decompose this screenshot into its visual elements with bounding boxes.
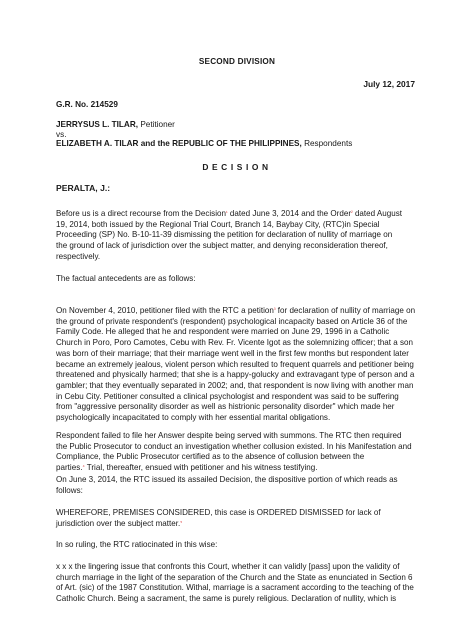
paragraph-dispositive [56,508,431,529]
paragraph-june-decision [56,475,431,496]
paragraph-facts [56,306,431,424]
paragraph-line: 19, 2014, both issued by the Regional Trial Court, Branch 14, Baybay City, (RTC)in Special [56,219,380,229]
footnote-marker[interactable]: ⁴ [82,464,85,471]
paragraph-line: of Art. (sic) of the 1987 Constitution. Withal, marriage is a sacrament according to the teaching of the [56,583,414,593]
decision-heading: DECISION [202,162,272,172]
case-number: G.R. No. 214529 [56,100,118,109]
respondents-name: ELIZABETH A. TILAR and the REPUBLIC OF THE PHILIPPINES, [56,139,302,148]
paragraph-line: follows: [56,485,83,495]
paragraph-line: x x x the lingering issue that confronts this Court, whether it can validly [pass] upon the validity of [56,562,400,571]
paragraph-quote [56,562,431,605]
paragraph-line: Compliance, the Public Prosecutor certified as to the absence of collusion between the [56,452,365,462]
paragraph-line: WHEREFORE, PREMISES CONSIDERED, this case is ORDERED DISMISSED for lack of [56,508,381,517]
paragraph-line: In so ruling, the RTC ratiocinated in this wise: [56,540,218,549]
respondents-role: Respondents [301,139,353,148]
paragraph-line: from "aggressive personality disorder as well as histrionic personality disorder" which made her [56,402,395,412]
paragraph-ratiocination [56,540,431,551]
paragraph-line: Catholic Church. Being a sacrament, the same is purely religious. Declaration of nullity, which is [56,594,397,604]
paragraph-antecedents [56,274,431,285]
paragraph-answer [56,431,431,474]
footnote-marker[interactable]: ² [351,210,353,216]
paragraph-line: respectively. [56,251,101,261]
decision-date: July 12, 2017 [363,79,415,89]
footnote-marker[interactable]: ³ [273,307,276,313]
footnote-marker[interactable]: ⁵ [180,519,183,526]
petitioner-name: JERRYSUS L. TILAR, [56,120,139,129]
paragraph-line: gambler; that they eventually separated in 2002; and, that respondent is now living with another man [56,380,414,390]
paragraph-line: On November 4, 2010, petitioner filed with the RTC a petition$^{^3}$ for declaration of nullity of marriage on [56,306,416,315]
footnote-marker[interactable]: ¹ [225,210,228,216]
paragraph-line: Proceeding (SP) No. B-10-11-39 dismissing the petition for declaration of nullity of marriage on [56,230,393,240]
division-label: SECOND DIVISION [198,57,276,66]
paragraph-line: in Cebu City. Petitioner consulted a clinical psychologist and respondent was said to be suffering [56,391,399,401]
paragraph-recourse [56,209,431,263]
ponente: PERALTA, J.: [56,183,111,193]
versus-label: vs. [56,130,67,139]
paragraph-line: church marriage in the light of the separation of the Church and the State as enunciated in Section 6 [56,572,413,582]
paragraph-line: Church in Poro, Poro Camotes, Cebu with Rev. Fr. Vicente Igot as the solemnizing officer; that a son [56,338,413,348]
paragraph-line: Before us is a direct recourse from the Decision$^{^1}$ dated June 3, 2014 and the Order$^{^2}$ dated August [56,209,403,218]
paragraph-line: the ground of lack of jurisdiction over the subject matter, and denying reconsideration thereof, [56,241,388,251]
paragraph-line: became an extremely jealous, violent person which resulted to frequent quarrels and petitioner being [56,359,414,369]
petitioner-role: Petitioner [138,120,175,129]
respondents-line [56,139,352,150]
paragraph-line: Family Code. He alleged that he and respondent were married on June 29, 1996 in a Catholic [56,327,390,337]
petitioner-line [56,120,175,131]
paragraph-line: threatened and physically harmed; that she is a happy-golucky and extravagant type of person and a [56,370,415,380]
paragraph-line: jurisdiction over the subject matter.$^{^5}$ [56,518,183,528]
paragraph-line: Respondent failed to file her Answer despite being served with summons. The RTC then required [56,431,402,440]
paragraph-line: parties.$^{^4}$ Trial, thereafter, ensued with petitioner and his witness testifying. [56,463,318,473]
paragraph-line: The factual antecedents are as follows: [56,274,196,283]
paragraph-line: the ground of private respondent's (respondent) psychological incapacity based on Article 36 of the [56,316,408,326]
paragraph-line: the Public Prosecutor to conduct an investigation whether collusion existed. In his Manifestation and [56,441,412,451]
paragraph-line: was born of their marriage; that their marriage went well in the first few months but respondent later [56,348,409,358]
paragraph-line: psychologically incapacitated to comply with her essential marital obligations. [56,413,331,423]
paragraph-line: On June 3, 2014, the RTC issued its assailed Decision, the dispositive portion of which reads as [56,475,398,484]
